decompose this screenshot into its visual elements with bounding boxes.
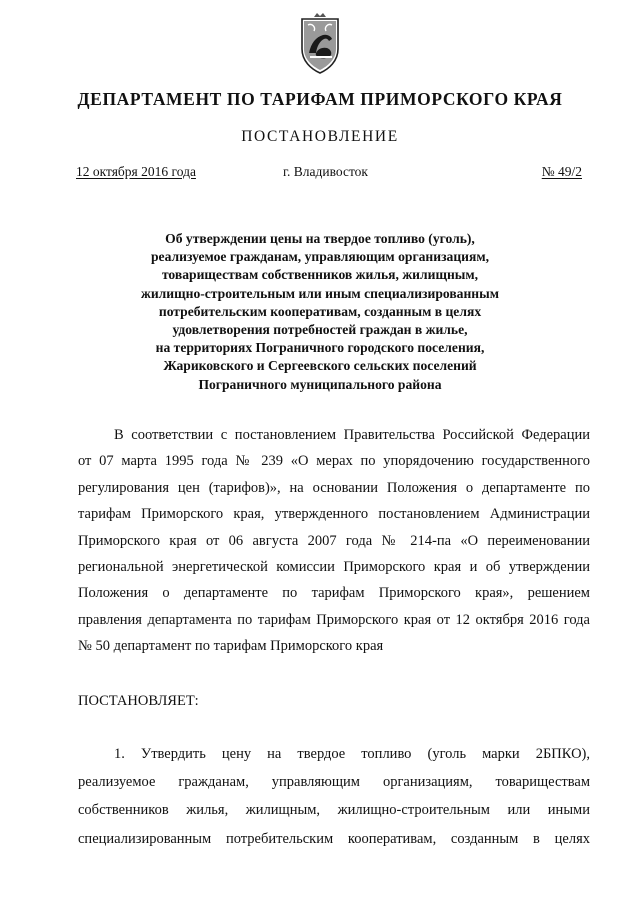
document-title	[100, 230, 540, 394]
preamble-line: от 07 марта 1995 года № 239 «О мерах по упорядочению государственного	[78, 453, 590, 470]
item-line: реализуемое гражданам, управляющим организациям, товариществам	[78, 774, 590, 791]
preamble-line: правления департамента по тарифам Приморского края от 12 октября 2016 года	[78, 611, 590, 628]
document-city: г. Владивосток	[283, 164, 368, 179]
title-line: Жариковского и Сергеевского сельских поселений	[163, 358, 477, 374]
title-line: потребительским кооперативам, созданным в целях	[158, 303, 482, 319]
title-line: товариществам собственников жилья, жилищным,	[161, 267, 479, 283]
preamble-line: региональной энергетической комиссии Приморского края и об утверждении	[78, 558, 590, 575]
preamble-line: № 50 департамент по тарифам Приморского края	[78, 638, 384, 655]
document-type: ПОСТАНОВЛЕНИЕ	[241, 128, 399, 145]
title-line: удовлетворения потребностей граждан в жилье,	[172, 322, 468, 338]
preamble-line: тарифам Приморского края, утвержденного постановлением Администрации	[78, 506, 590, 523]
document-number: № 49/2	[541, 164, 582, 179]
preamble-line: Приморского края от 06 августа 2007 года № 214-па «О переименовании	[78, 532, 590, 549]
item-line: специализированным потребительским кооперативам, созданным в целях	[78, 830, 590, 847]
title-line: на территориях Пограничного городского поселения,	[155, 340, 485, 356]
resolve-heading: ПОСТАНОВЛЯЕТ:	[78, 693, 199, 709]
preamble-paragraph	[78, 422, 590, 660]
item-line: собственников жилья, жилищным, жилищно-строительным или иными	[78, 802, 590, 819]
item-line: 1. Утвердить цену на твердое топливо (уголь марки 2БПКО),	[114, 746, 590, 762]
title-line: Пограничного муниципального района	[198, 376, 442, 392]
coat-of-arms-emblem	[296, 13, 344, 75]
title-line: реализуемое гражданам, управляющим организациям,	[150, 249, 490, 265]
title-line: жилищно-строительным или иным специализированным	[140, 285, 500, 301]
preamble-line: регулирования цен (тарифов)», на основании Положения о департаменте по	[78, 479, 590, 496]
department-name: ДЕПАРТАМЕНТ ПО ТАРИФАМ ПРИМОРСКОГО КРАЯ	[77, 89, 563, 109]
preamble-line: Положения о департаменте по тарифам Приморского края», решением	[78, 585, 590, 602]
document-date: 12 октября 2016 года	[76, 164, 196, 179]
title-line: Об утверждении цены на твердое топливо (уголь),	[165, 231, 475, 246]
item-1-paragraph	[78, 740, 590, 853]
preamble-line: В соответствии с постановлением Правительства Российской Федерации	[114, 427, 590, 443]
